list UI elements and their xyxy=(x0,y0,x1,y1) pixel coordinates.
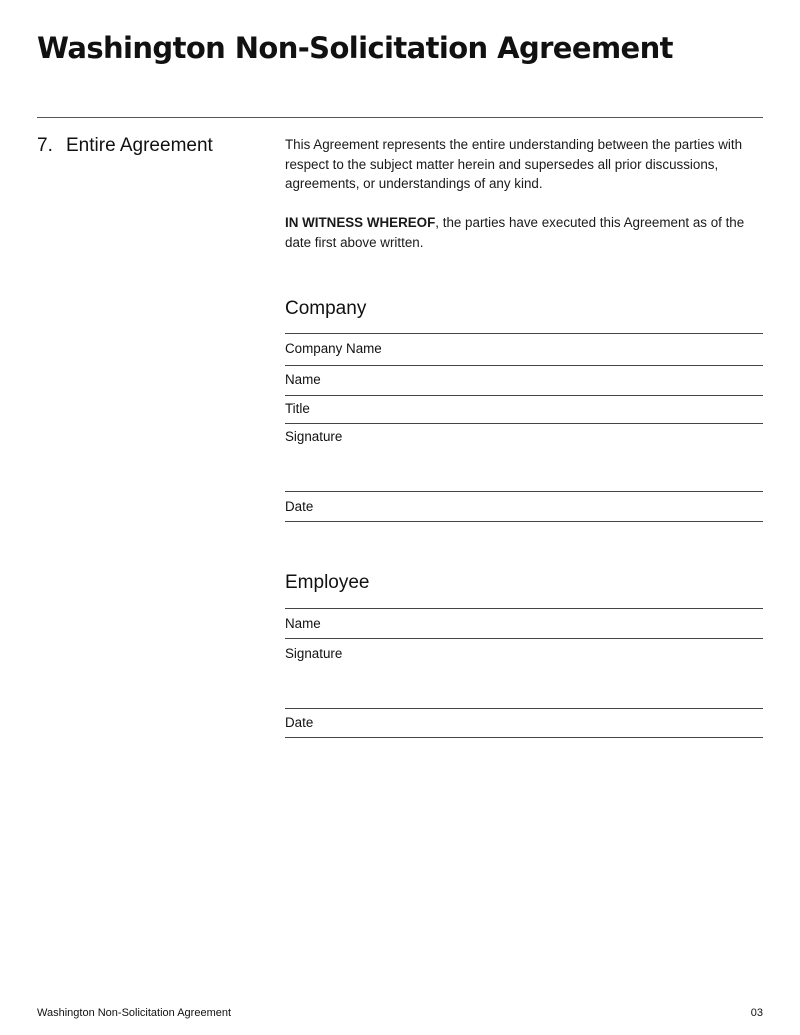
employee-block xyxy=(285,570,763,596)
company-line-4 xyxy=(285,423,763,424)
employee-name-field[interactable]: Name xyxy=(285,616,321,631)
header-divider xyxy=(37,117,763,118)
company-title-field[interactable]: Title xyxy=(285,401,310,416)
document-title: Washington Non-Solicitation Agreement xyxy=(37,31,673,65)
footer-page-number: 03 xyxy=(750,1007,763,1019)
company-name-field[interactable]: Company Name xyxy=(285,341,382,356)
company-line-3 xyxy=(285,395,763,396)
entire-agreement-paragraph: This Agreement represents the entire understanding between the parties with respect to the subject matter herein and supersedes all prior discussions, agreements, or understandings of any kind. xyxy=(285,137,743,192)
section-body xyxy=(285,135,763,253)
employee-line-2 xyxy=(285,638,763,639)
company-line-5 xyxy=(285,491,763,492)
section-number: 7. xyxy=(37,135,53,156)
employee-heading: Employee xyxy=(285,572,370,593)
company-signature-field[interactable]: Signature xyxy=(285,429,343,444)
company-heading: Company xyxy=(285,298,367,319)
employee-signature-field[interactable]: Signature xyxy=(285,646,343,661)
company-line-1 xyxy=(285,333,763,334)
witness-paragraph xyxy=(285,213,763,252)
section-title: Entire Agreement xyxy=(66,135,213,156)
section-heading xyxy=(37,133,213,159)
witness-bold-text: IN WITNESS WHEREOF xyxy=(285,215,436,231)
company-block xyxy=(285,296,763,322)
footer-document-title: Washington Non-Solicitation Agreement xyxy=(37,1007,232,1019)
company-date-field[interactable]: Date xyxy=(285,499,314,514)
company-line-2 xyxy=(285,365,763,366)
employee-line-1 xyxy=(285,608,763,609)
employee-line-4 xyxy=(285,737,763,738)
employee-line-3 xyxy=(285,708,763,709)
witness-text: , the parties have executed this Agreement as of the date first above written. xyxy=(285,215,745,250)
company-signer-name-field[interactable]: Name xyxy=(285,372,321,387)
company-line-6 xyxy=(285,521,763,522)
employee-date-field[interactable]: Date xyxy=(285,715,314,730)
